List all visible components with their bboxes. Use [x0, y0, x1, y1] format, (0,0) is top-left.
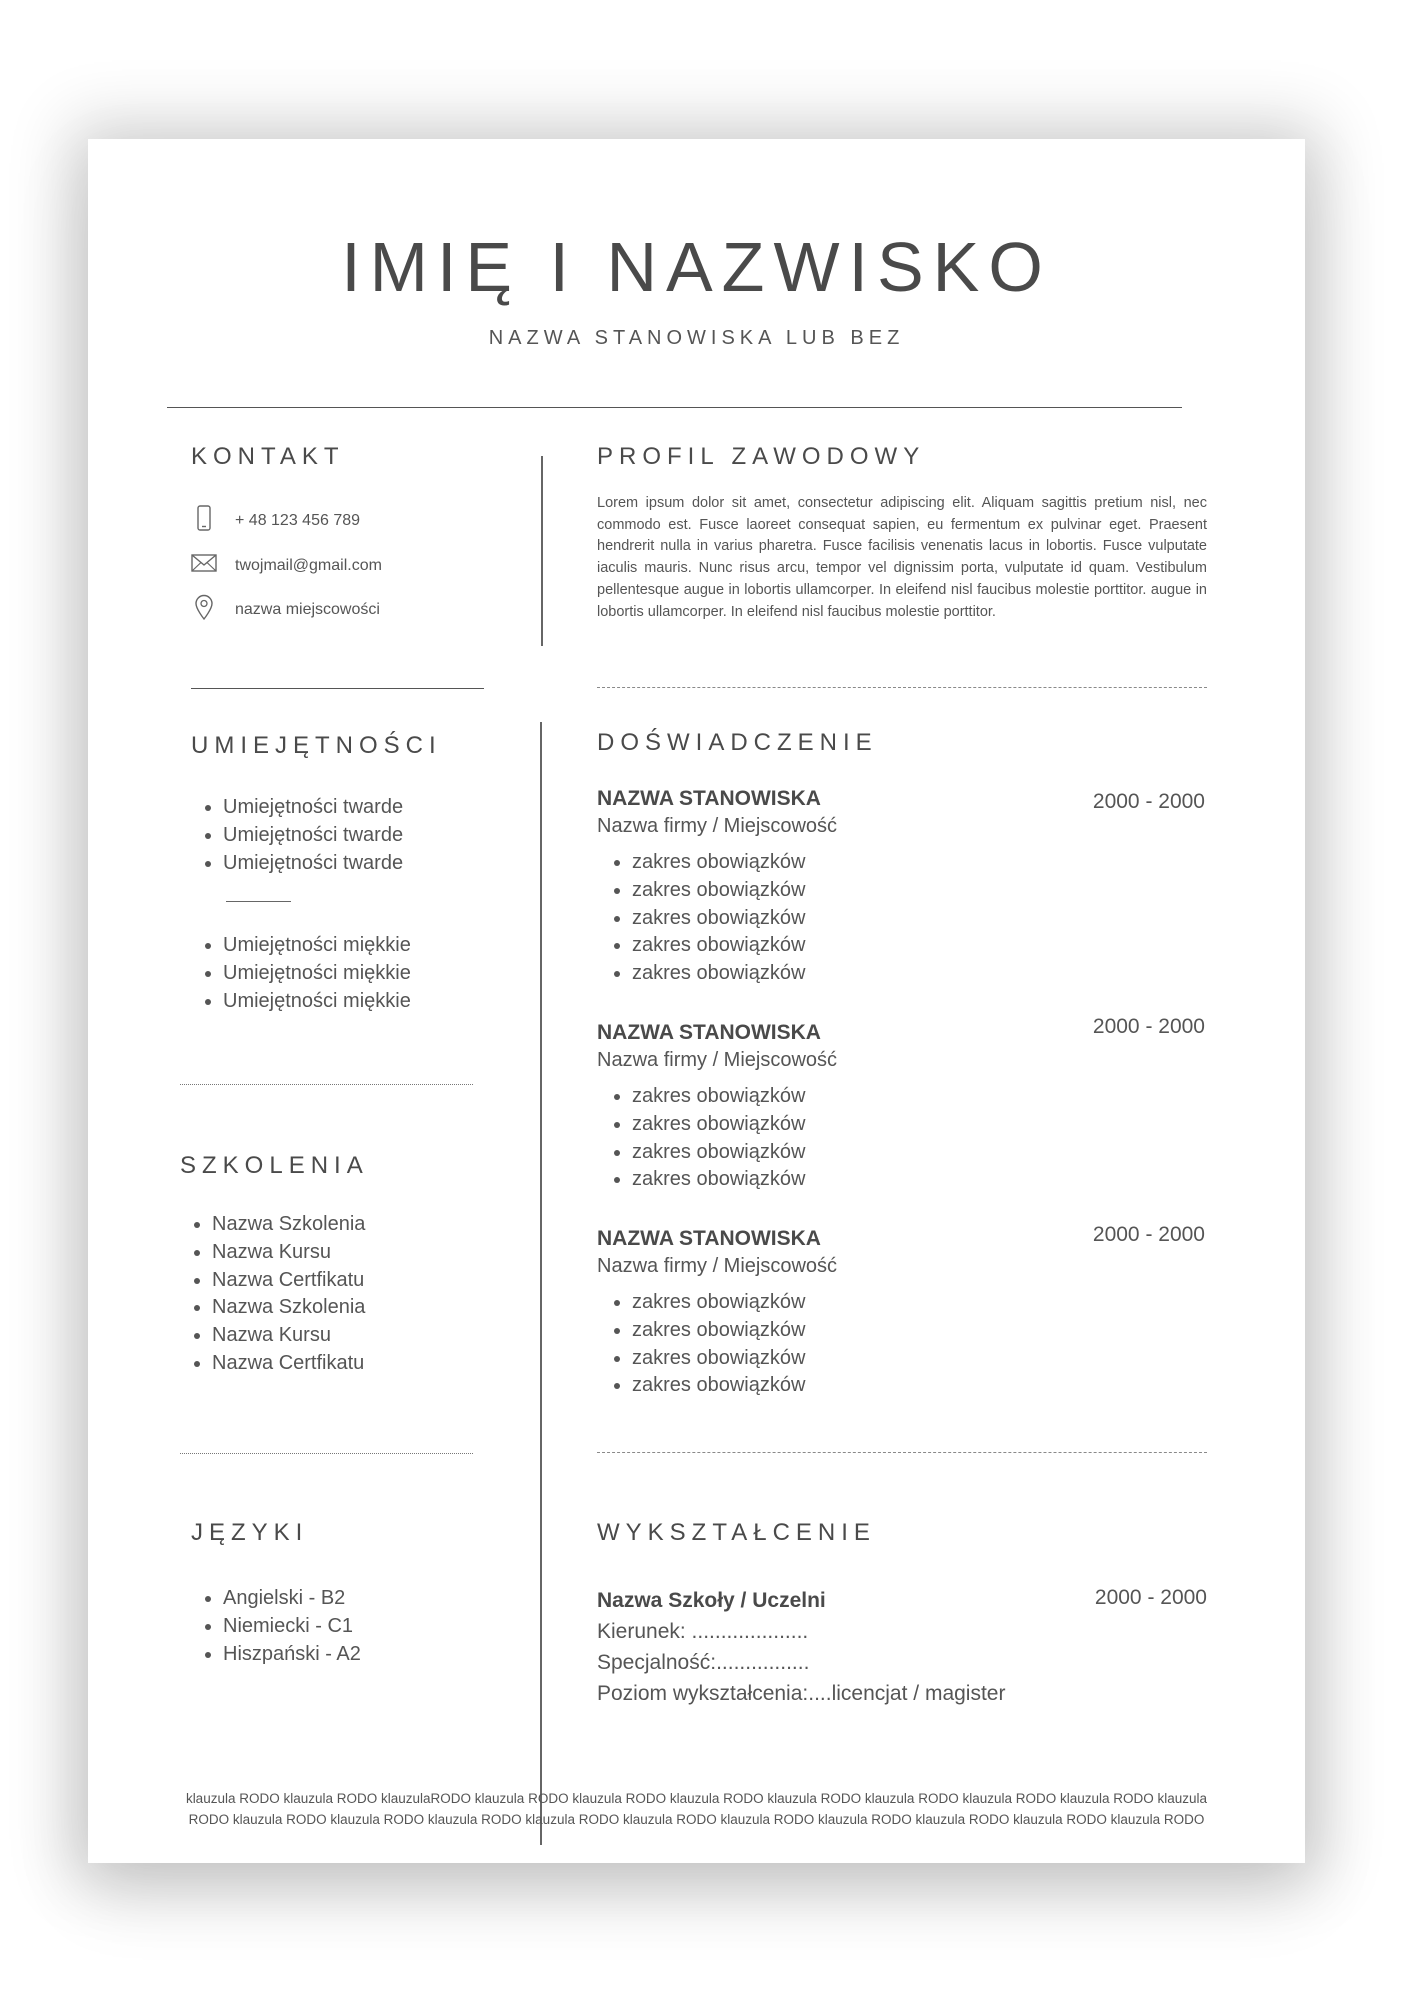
column-divider-bottom [540, 722, 542, 1845]
list-item: • Nazwa Kursu [212, 1239, 365, 1267]
education-level: Poziom wykształcenia:....licencjat / magister [597, 1682, 1006, 1705]
job-duties-list [598, 1289, 805, 1400]
contact-heading: KONTAKT [191, 443, 345, 470]
job-subtitle: NAZWA STANOWISKA LUB BEZ [488, 327, 905, 349]
job-dates: 2000 - 2000 [1092, 790, 1205, 813]
list-item: • zakres obowiązków [632, 960, 805, 988]
trainings-list [178, 1211, 365, 1378]
job-title: NAZWA STANOWISKA [597, 787, 821, 810]
list-item: • zakres obowiązków [632, 1083, 805, 1111]
list-item: • Niemiecki - C1 [223, 1613, 361, 1641]
rodo-line-1: klauzula RODO klauzula RODO klauzulaRODO klauzula RODO klauzula RODO klauzula RODO klauzula RODO klauzula RODO klauzula RODO klauzula RODO klauzula [185, 1791, 1208, 1806]
job-dates: 2000 - 2000 [1092, 1223, 1205, 1246]
column-divider-top [541, 456, 543, 646]
experience-divider [597, 1452, 1207, 1453]
location-pin-icon [190, 593, 218, 621]
list-item: • zakres obowiązków [632, 1317, 805, 1345]
list-item: • zakres obowiązków [632, 1345, 805, 1373]
job-company: Nazwa firmy / Miejscowość [597, 1049, 838, 1071]
job-company: Nazwa firmy / Miejscowość [597, 815, 838, 837]
candidate-name: IMIĘ I NAZWISKO [341, 228, 1052, 306]
list-item: • Nazwa Certfikatu [212, 1267, 365, 1295]
trainings-divider [180, 1453, 473, 1454]
contact-phone: + 48 123 456 789 [235, 512, 361, 529]
list-item: • zakres obowiązków [632, 849, 805, 877]
list-item: • Umiejętności twarde [223, 850, 403, 878]
list-item: • Umiejętności miękkie [223, 988, 411, 1016]
list-item: • zakres obowiązków [632, 932, 805, 960]
languages-list [189, 1585, 361, 1668]
phone-icon [190, 504, 218, 532]
education-specialization: Specjalność:................ [597, 1651, 810, 1674]
experience-heading: DOŚWIADCZENIE [597, 729, 878, 756]
rodo-line-2: RODO klauzula RODO klauzula RODO klauzula RODO klauzula RODO klauzula RODO klauzula RODO klauzula RODO klauzula RODO klauzula RODO klauzula RODO [188, 1812, 1205, 1827]
job-dates: 2000 - 2000 [1092, 1015, 1205, 1038]
list-item: • Nazwa Szkolenia [212, 1211, 365, 1239]
list-item: • Angielski - B2 [223, 1585, 361, 1613]
job-company: Nazwa firmy / Miejscowość [597, 1255, 838, 1277]
list-item: • Nazwa Kursu [212, 1322, 365, 1350]
education-field: Kierunek: .................... [597, 1620, 809, 1643]
list-item: • zakres obowiązków [632, 1139, 805, 1167]
skills-separator [226, 901, 291, 902]
job-duties-list [598, 1083, 805, 1194]
job-duties-list [598, 849, 805, 988]
skills-divider [180, 1084, 473, 1085]
education-dates: 2000 - 2000 [1094, 1586, 1207, 1609]
list-item: • zakres obowiązków [632, 877, 805, 905]
rodo-clause [128, 1788, 1265, 1830]
languages-heading: JĘZYKI [191, 1519, 309, 1546]
list-item: • Umiejętności twarde [223, 822, 403, 850]
education-heading: WYKSZTAŁCENIE [597, 1519, 876, 1546]
list-item: • zakres obowiązków [632, 905, 805, 933]
list-item: • Nazwa Szkolenia [212, 1294, 365, 1322]
soft-skills-list [189, 932, 411, 1015]
cv-page [88, 139, 1305, 1863]
contact-divider [191, 688, 484, 689]
list-item: • zakres obowiązków [632, 1166, 805, 1194]
profile-heading: PROFIL ZAWODOWY [597, 443, 926, 470]
list-item: • Umiejętności miękkie [223, 960, 411, 988]
list-item: • Hiszpański - A2 [223, 1641, 361, 1669]
school-name: Nazwa Szkoły / Uczelni [597, 1589, 826, 1612]
mail-icon [190, 549, 218, 577]
trainings-heading: SZKOLENIA [180, 1152, 369, 1179]
list-item: • Umiejętności twarde [223, 794, 403, 822]
job-title: NAZWA STANOWISKA [597, 1227, 821, 1250]
hard-skills-list [189, 794, 403, 877]
list-item: • zakres obowiązków [632, 1289, 805, 1317]
list-item: • zakres obowiązków [632, 1111, 805, 1139]
contact-email[interactable]: twojmail@gmail.com [235, 557, 382, 574]
profile-divider [597, 687, 1207, 688]
profile-text: Lorem ipsum dolor sit amet, consectetur adipiscing elit. Aliquam sagittis pretium nisl, nec commodo est. Fusce laoreet consequat sapien, eu fermentum ex pulvinar eget. Praesent hendrerit nulla in varius pharetra. Fusce facilisis venenatis lacus in lobortis. Fusce vulputate iaculis mauris. Nunc risus arcu, tempor vel dignissim porta, vulputate id quam. Vestibulum pellentesque augue in lobortis ullamcorper. In eleifend nisl faucibus molestie porttitor. augue in lobortis ullamcorper. In eleifend nisl faucibus molestie porttitor. [597, 495, 1207, 620]
header-divider [167, 407, 1182, 408]
list-item: • Umiejętności miękkie [223, 932, 411, 960]
skills-heading: UMIEJĘTNOŚCI [191, 732, 442, 759]
contact-location: nazwa miejscowości [235, 601, 380, 618]
job-title: NAZWA STANOWISKA [597, 1021, 821, 1044]
list-item: • Nazwa Certfikatu [212, 1350, 365, 1378]
list-item: • zakres obowiązków [632, 1372, 805, 1400]
